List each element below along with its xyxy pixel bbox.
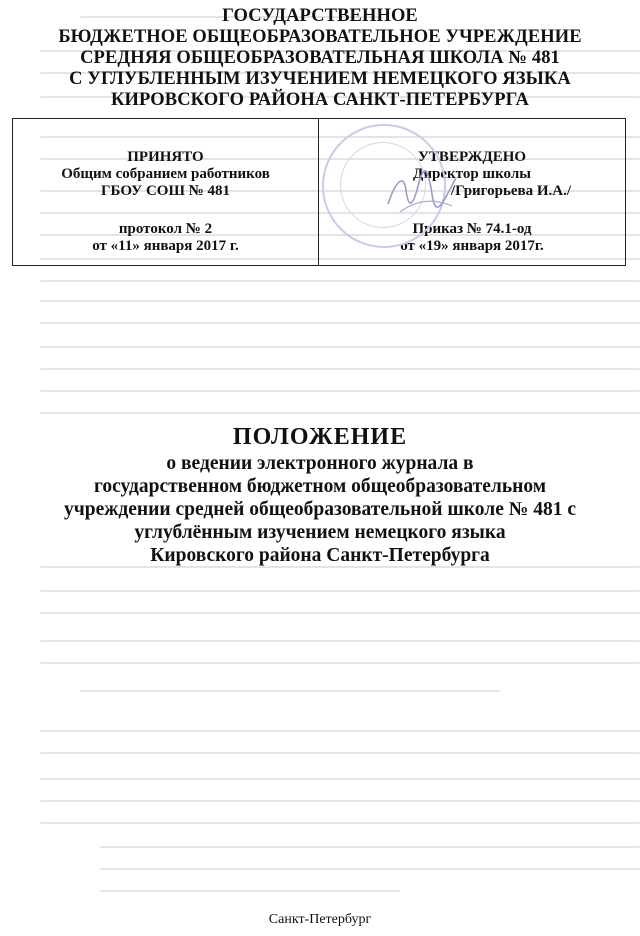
- header-line: БЮДЖЕТНОЕ ОБЩЕОБРАЗОВАТЕЛЬНОЕ УЧРЕЖДЕНИЕ: [58, 27, 582, 47]
- protocol-block: [13, 221, 318, 255]
- subtitle-line: о ведении электронного журнала в: [166, 453, 474, 474]
- protocol-number: протокол № 2: [118, 221, 213, 237]
- approved-heading: УТВЕРЖДЕНО: [417, 149, 527, 165]
- city-footer: Санкт-Петербург: [268, 912, 372, 927]
- subtitle-line: углублённым изучением немецкого языка: [134, 522, 506, 543]
- header-line: КИРОВСКОГО РАЙОНА САНКТ-ПЕТЕРБУРГА: [111, 90, 529, 110]
- protocol-date: от «11» января 2017 г.: [92, 238, 239, 254]
- subtitle-line: государственном бюджетном общеобразовательном: [93, 476, 547, 497]
- accepted-heading: ПРИНЯТО: [127, 149, 204, 165]
- order-number: Приказ № 74.1-од: [412, 221, 532, 237]
- approval-table: [12, 118, 626, 266]
- handwritten-signature: [382, 160, 462, 220]
- approved-position: Директор школы: [413, 166, 531, 182]
- order-date: от «19» января 2017г.: [400, 238, 544, 254]
- header-line: СРЕДНЯЯ ОБЩЕОБРАЗОВАТЕЛЬНАЯ ШКОЛА № 481: [80, 48, 560, 68]
- header-line: С УГЛУБЛЕННЫМ ИЗУЧЕНИЕМ НЕМЕЦКОГО ЯЗЫКА: [69, 69, 571, 89]
- signatory-name: /Григорьева И.А./: [450, 183, 572, 199]
- header-line: ГОСУДАРСТВЕННОЕ: [222, 6, 418, 26]
- document-title: ПОЛОЖЕНИЕ: [232, 424, 408, 450]
- subtitle-line: учреждении средней общеобразовательной школе № 481 с: [64, 499, 576, 520]
- accepted-block: [13, 149, 318, 200]
- accepted-school: ГБОУ СОШ № 481: [101, 183, 230, 199]
- subtitle-line: Кировского района Санкт-Петербурга: [150, 545, 490, 566]
- document-subtitle: [0, 452, 640, 567]
- accepted-body: Общим собранием работников: [61, 166, 270, 182]
- school-header: [0, 6, 640, 111]
